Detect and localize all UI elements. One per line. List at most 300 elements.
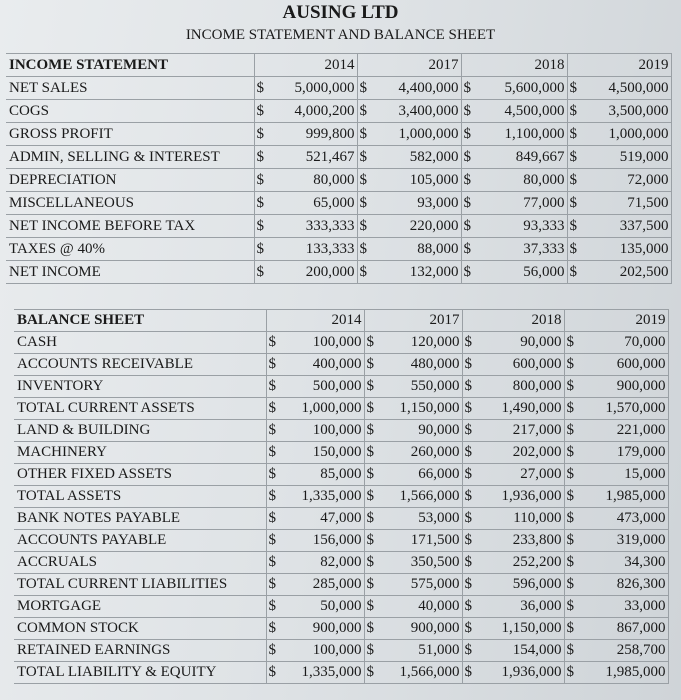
row-label: ACCRUALS <box>14 552 266 574</box>
amount: 3,500,000 <box>608 103 669 119</box>
currency-symbol: $ <box>366 356 374 372</box>
currency-symbol: $ <box>268 642 276 658</box>
income-row <box>6 100 671 123</box>
currency-symbol: $ <box>366 598 374 614</box>
value-cell <box>462 420 564 442</box>
currency-symbol: $ <box>464 554 472 570</box>
value-cell <box>254 77 357 100</box>
currency-symbol: $ <box>366 576 374 592</box>
amount: 1,000,000 <box>398 126 459 142</box>
row-label: RETAINED EARNINGS <box>14 640 266 662</box>
amount: 473,000 <box>616 510 666 526</box>
value-cell <box>461 192 567 215</box>
currency-symbol: $ <box>464 488 472 504</box>
amount: 999,800 <box>305 126 355 142</box>
value-cell <box>564 442 668 464</box>
value-cell <box>564 552 668 574</box>
amount: 233,800 <box>512 532 562 548</box>
value-cell <box>564 618 668 640</box>
amount: 100,000 <box>312 422 362 438</box>
currency-symbol: $ <box>464 444 472 460</box>
row-label: NET INCOME BEFORE TAX <box>6 215 254 238</box>
currency-symbol: $ <box>359 126 367 142</box>
amount: 4,000,200 <box>294 103 355 119</box>
currency-symbol: $ <box>569 80 577 96</box>
value-cell <box>266 640 364 662</box>
currency-symbol: $ <box>464 642 472 658</box>
value-cell <box>364 618 462 640</box>
currency-symbol: $ <box>569 195 577 211</box>
amount: 3,400,000 <box>398 103 459 119</box>
value-cell <box>266 464 364 486</box>
currency-symbol: $ <box>464 422 472 438</box>
amount: 1,150,000 <box>501 620 562 636</box>
amount: 80,000 <box>523 172 565 188</box>
currency-symbol: $ <box>566 532 574 548</box>
value-cell <box>364 420 462 442</box>
value-cell <box>266 662 364 684</box>
value-cell <box>462 662 564 684</box>
value-cell <box>357 192 461 215</box>
amount: 93,000 <box>417 195 459 211</box>
currency-symbol: $ <box>464 576 472 592</box>
value-cell <box>357 169 461 192</box>
amount: 4,500,000 <box>608 80 669 96</box>
currency-symbol: $ <box>268 400 276 416</box>
currency-symbol: $ <box>463 149 471 165</box>
amount: 319,000 <box>616 532 666 548</box>
value-cell <box>357 146 461 169</box>
balance-row <box>14 552 668 574</box>
row-label: MORTGAGE <box>14 596 266 618</box>
income-row <box>6 169 671 192</box>
amount: 90,000 <box>418 422 460 438</box>
amount: 1,936,000 <box>501 664 562 680</box>
amount: 217,000 <box>512 422 562 438</box>
income-row <box>6 238 671 261</box>
currency-symbol: $ <box>566 554 574 570</box>
amount: 93,333 <box>523 218 565 234</box>
value-cell <box>364 640 462 662</box>
value-cell <box>357 77 461 100</box>
row-label: TOTAL CURRENT LIABILITIES <box>14 574 266 596</box>
amount: 1,335,000 <box>301 488 362 504</box>
row-label: CASH <box>14 332 266 354</box>
amount: 34,300 <box>624 554 666 570</box>
value-cell <box>567 261 671 284</box>
amount: 50,000 <box>320 598 362 614</box>
balance-row <box>14 662 668 684</box>
amount: 110,000 <box>513 510 562 526</box>
balance-row <box>14 354 668 376</box>
value-cell <box>567 100 671 123</box>
value-cell <box>254 100 357 123</box>
currency-symbol: $ <box>463 195 471 211</box>
row-label: ADMIN, SELLING & INTEREST <box>6 146 254 169</box>
value-cell <box>254 238 357 261</box>
currency-symbol: $ <box>268 554 276 570</box>
amount: 88,000 <box>417 241 459 257</box>
value-cell <box>567 192 671 215</box>
year-header: 2019 <box>567 54 671 77</box>
currency-symbol: $ <box>464 510 472 526</box>
value-cell <box>564 530 668 552</box>
value-cell <box>357 100 461 123</box>
value-cell <box>564 420 668 442</box>
amount: 53,000 <box>418 510 460 526</box>
value-cell <box>462 640 564 662</box>
value-cell <box>461 77 567 100</box>
year-header: 2019 <box>564 310 668 332</box>
amount: 56,000 <box>523 264 565 280</box>
currency-symbol: $ <box>256 264 264 280</box>
value-cell <box>364 354 462 376</box>
currency-symbol: $ <box>566 378 574 394</box>
header-row <box>6 54 671 77</box>
row-label: COMMON STOCK <box>14 618 266 640</box>
value-cell <box>364 464 462 486</box>
amount: 900,000 <box>312 620 362 636</box>
amount: 71,500 <box>627 195 669 211</box>
value-cell <box>567 215 671 238</box>
balance-row <box>14 420 668 442</box>
amount: 1,566,000 <box>399 488 460 504</box>
currency-symbol: $ <box>366 488 374 504</box>
currency-symbol: $ <box>366 466 374 482</box>
currency-symbol: $ <box>268 444 276 460</box>
currency-symbol: $ <box>566 356 574 372</box>
currency-symbol: $ <box>256 149 264 165</box>
value-cell <box>266 508 364 530</box>
amount: 252,200 <box>512 554 562 570</box>
currency-symbol: $ <box>566 642 574 658</box>
amount: 900,000 <box>410 620 460 636</box>
currency-symbol: $ <box>569 264 577 280</box>
row-label: OTHER FIXED ASSETS <box>14 464 266 486</box>
amount: 51,000 <box>418 642 460 658</box>
value-cell <box>254 192 357 215</box>
value-cell <box>364 574 462 596</box>
currency-symbol: $ <box>464 532 472 548</box>
row-label: TOTAL ASSETS <box>14 486 266 508</box>
balance-row <box>14 464 668 486</box>
value-cell <box>266 530 364 552</box>
currency-symbol: $ <box>268 532 276 548</box>
currency-symbol: $ <box>566 444 574 460</box>
value-cell <box>564 376 668 398</box>
amount: 521,467 <box>305 149 355 165</box>
row-label: MACHINERY <box>14 442 266 464</box>
currency-symbol: $ <box>566 422 574 438</box>
currency-symbol: $ <box>366 378 374 394</box>
amount: 260,000 <box>410 444 460 460</box>
currency-symbol: $ <box>464 378 472 394</box>
value-cell <box>254 123 357 146</box>
currency-symbol: $ <box>566 664 574 680</box>
value-cell <box>567 238 671 261</box>
row-label: INVENTORY <box>14 376 266 398</box>
company-title: AUSING LTD <box>282 2 399 23</box>
currency-symbol: $ <box>569 172 577 188</box>
row-label: LAND & BUILDING <box>14 420 266 442</box>
currency-symbol: $ <box>463 264 471 280</box>
section-header: INCOME STATEMENT <box>6 54 254 77</box>
row-label: ACCOUNTS RECEIVABLE <box>14 354 266 376</box>
amount: 596,000 <box>512 576 562 592</box>
currency-symbol: $ <box>463 172 471 188</box>
value-cell <box>266 354 364 376</box>
value-cell <box>266 618 364 640</box>
amount: 1,100,000 <box>504 126 565 142</box>
amount: 80,000 <box>313 172 355 188</box>
amount: 90,000 <box>520 334 562 350</box>
value-cell <box>564 508 668 530</box>
amount: 27,000 <box>520 466 562 482</box>
currency-symbol: $ <box>256 195 264 211</box>
currency-symbol: $ <box>359 264 367 280</box>
year-header: 2018 <box>461 54 567 77</box>
header-row <box>14 310 668 332</box>
value-cell <box>364 486 462 508</box>
value-cell <box>567 169 671 192</box>
amount: 1,566,000 <box>399 664 460 680</box>
balance-row <box>14 398 668 420</box>
value-cell <box>364 508 462 530</box>
currency-symbol: $ <box>463 241 471 257</box>
amount: 202,500 <box>619 264 669 280</box>
amount: 900,000 <box>616 378 666 394</box>
year-header: 2014 <box>266 310 364 332</box>
value-cell <box>564 398 668 420</box>
income-row <box>6 261 671 284</box>
row-label: DEPRECIATION <box>6 169 254 192</box>
year-header: 2017 <box>357 54 461 77</box>
value-cell <box>564 464 668 486</box>
row-label: TOTAL LIABILITY & EQUITY <box>14 662 266 684</box>
value-cell <box>254 146 357 169</box>
currency-symbol: $ <box>569 126 577 142</box>
currency-symbol: $ <box>268 598 276 614</box>
value-cell <box>564 596 668 618</box>
currency-symbol: $ <box>463 126 471 142</box>
currency-symbol: $ <box>566 510 574 526</box>
currency-symbol: $ <box>463 80 471 96</box>
currency-symbol: $ <box>366 422 374 438</box>
value-cell <box>364 596 462 618</box>
value-cell <box>564 332 668 354</box>
value-cell <box>564 662 668 684</box>
amount: 82,000 <box>320 554 362 570</box>
value-cell <box>266 332 364 354</box>
currency-symbol: $ <box>268 620 276 636</box>
currency-symbol: $ <box>359 218 367 234</box>
value-cell <box>254 169 357 192</box>
value-cell <box>567 77 671 100</box>
currency-symbol: $ <box>256 126 264 142</box>
amount: 100,000 <box>312 642 362 658</box>
row-label: NET INCOME <box>6 261 254 284</box>
year-header: 2018 <box>462 310 564 332</box>
value-cell <box>462 618 564 640</box>
value-cell <box>357 215 461 238</box>
row-label: BANK NOTES PAYABLE <box>14 508 266 530</box>
amount: 221,000 <box>616 422 666 438</box>
currency-symbol: $ <box>268 510 276 526</box>
amount: 77,000 <box>523 195 565 211</box>
amount: 70,000 <box>624 334 666 350</box>
currency-symbol: $ <box>463 218 471 234</box>
balance-row <box>14 442 668 464</box>
amount: 85,000 <box>320 466 362 482</box>
income-row <box>6 77 671 100</box>
amount: 5,600,000 <box>504 80 565 96</box>
amount: 1,985,000 <box>605 488 666 504</box>
currency-symbol: $ <box>366 554 374 570</box>
currency-symbol: $ <box>569 241 577 257</box>
currency-symbol: $ <box>566 400 574 416</box>
row-label: TAXES @ 40% <box>6 238 254 261</box>
amount: 1,150,000 <box>399 400 460 416</box>
value-cell <box>364 662 462 684</box>
balance-sheet-table <box>14 309 669 684</box>
amount: 500,000 <box>312 378 362 394</box>
row-label: ACCOUNTS PAYABLE <box>14 530 266 552</box>
amount: 575,000 <box>410 576 460 592</box>
section-header: BALANCE SHEET <box>14 310 266 332</box>
amount: 156,000 <box>312 532 362 548</box>
amount: 350,500 <box>410 554 460 570</box>
currency-symbol: $ <box>566 598 574 614</box>
currency-symbol: $ <box>463 103 471 119</box>
amount: 1,490,000 <box>501 400 562 416</box>
value-cell <box>462 376 564 398</box>
amount: 285,000 <box>312 576 362 592</box>
value-cell <box>462 552 564 574</box>
currency-symbol: $ <box>268 466 276 482</box>
balance-row <box>14 596 668 618</box>
amount: 600,000 <box>512 356 562 372</box>
amount: 100,000 <box>312 334 362 350</box>
amount: 5,000,000 <box>294 80 355 96</box>
amount: 15,000 <box>624 466 666 482</box>
currency-symbol: $ <box>256 218 264 234</box>
currency-symbol: $ <box>464 400 472 416</box>
currency-symbol: $ <box>359 241 367 257</box>
amount: 400,000 <box>312 356 362 372</box>
value-cell <box>462 596 564 618</box>
currency-symbol: $ <box>366 642 374 658</box>
value-cell <box>462 354 564 376</box>
balance-row <box>14 376 668 398</box>
amount: 4,400,000 <box>398 80 459 96</box>
balance-row <box>14 618 668 640</box>
currency-symbol: $ <box>256 241 264 257</box>
amount: 120,000 <box>410 334 460 350</box>
currency-symbol: $ <box>569 149 577 165</box>
amount: 337,500 <box>619 218 669 234</box>
currency-symbol: $ <box>359 195 367 211</box>
amount: 826,300 <box>616 576 666 592</box>
currency-symbol: $ <box>464 356 472 372</box>
amount: 150,000 <box>312 444 362 460</box>
currency-symbol: $ <box>268 356 276 372</box>
amount: 171,500 <box>410 532 460 548</box>
income-row <box>6 192 671 215</box>
amount: 1,335,000 <box>301 664 362 680</box>
value-cell <box>364 442 462 464</box>
currency-symbol: $ <box>359 172 367 188</box>
value-cell <box>564 640 668 662</box>
amount: 519,000 <box>619 149 669 165</box>
balance-row <box>14 332 668 354</box>
value-cell <box>461 238 567 261</box>
report-subtitle: INCOME STATEMENT AND BALANCE SHEET <box>185 27 496 43</box>
amount: 202,000 <box>512 444 562 460</box>
currency-symbol: $ <box>268 334 276 350</box>
value-cell <box>266 596 364 618</box>
value-cell <box>461 146 567 169</box>
value-cell <box>254 261 357 284</box>
value-cell <box>462 464 564 486</box>
currency-symbol: $ <box>268 378 276 394</box>
row-label: COGS <box>6 100 254 123</box>
currency-symbol: $ <box>366 334 374 350</box>
amount: 1,570,000 <box>605 400 666 416</box>
value-cell <box>564 354 668 376</box>
balance-row <box>14 508 668 530</box>
amount: 179,000 <box>616 444 666 460</box>
value-cell <box>364 332 462 354</box>
amount: 47,000 <box>320 510 362 526</box>
amount: 1,000,000 <box>301 400 362 416</box>
amount: 154,000 <box>512 642 562 658</box>
balance-row <box>14 530 668 552</box>
currency-symbol: $ <box>359 103 367 119</box>
value-cell <box>564 486 668 508</box>
currency-symbol: $ <box>366 664 374 680</box>
value-cell <box>461 100 567 123</box>
amount: 600,000 <box>616 356 666 372</box>
row-label: GROSS PROFIT <box>6 123 254 146</box>
value-cell <box>266 486 364 508</box>
amount: 258,700 <box>616 642 666 658</box>
currency-symbol: $ <box>569 218 577 234</box>
value-cell <box>567 123 671 146</box>
amount: 36,000 <box>520 598 562 614</box>
value-cell <box>462 486 564 508</box>
currency-symbol: $ <box>566 620 574 636</box>
value-cell <box>462 530 564 552</box>
value-cell <box>461 261 567 284</box>
value-cell <box>364 530 462 552</box>
currency-symbol: $ <box>256 172 264 188</box>
value-cell <box>462 574 564 596</box>
amount: 105,000 <box>409 172 459 188</box>
currency-symbol: $ <box>464 620 472 636</box>
value-cell <box>364 398 462 420</box>
row-label: TOTAL CURRENT ASSETS <box>14 398 266 420</box>
currency-symbol: $ <box>359 149 367 165</box>
value-cell <box>266 420 364 442</box>
value-cell <box>364 376 462 398</box>
currency-symbol: $ <box>256 80 264 96</box>
value-cell <box>461 169 567 192</box>
currency-symbol: $ <box>366 444 374 460</box>
amount: 133,333 <box>305 241 355 257</box>
amount: 220,000 <box>409 218 459 234</box>
balance-row <box>14 640 668 662</box>
amount: 135,000 <box>619 241 669 257</box>
